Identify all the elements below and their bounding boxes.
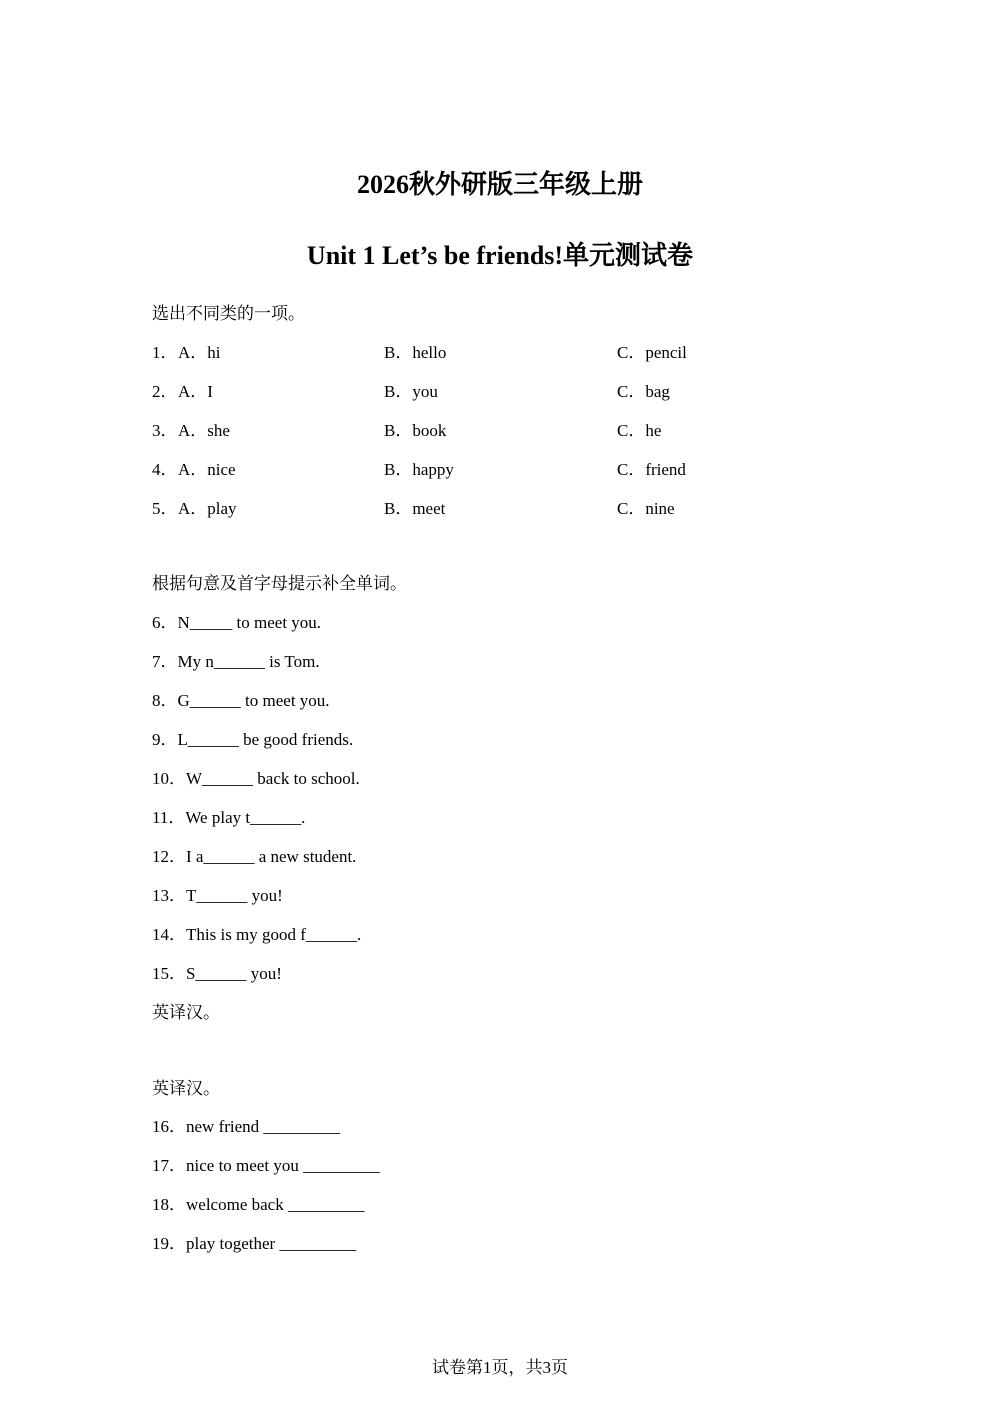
question-number: 18． xyxy=(152,1195,186,1214)
question-row xyxy=(152,1231,852,1257)
question-row xyxy=(152,610,852,636)
question-number: 6． xyxy=(152,613,178,632)
question-row xyxy=(152,805,852,831)
question-number: 7． xyxy=(152,652,178,671)
option-b: B．happy xyxy=(384,460,454,479)
section-heading-translate: 英译汉。 xyxy=(152,1003,220,1023)
question-text: I a______ a new student. xyxy=(186,847,357,866)
question-text: W______ back to school. xyxy=(186,769,360,788)
question-row xyxy=(152,496,852,522)
option-b: B．book xyxy=(384,421,447,440)
option-c: C．he xyxy=(617,421,662,440)
option-a: A．she xyxy=(178,421,230,440)
page-footer: 试卷第1页，共3页 xyxy=(432,1358,568,1377)
option-a: A．hi xyxy=(178,343,221,362)
section-heading-fill-in: 根据句意及首字母提示补全单词。 xyxy=(152,574,407,594)
section-heading-odd-one-out: 选出不同类的一项。 xyxy=(152,304,305,324)
question-text: L______ be good friends. xyxy=(177,730,354,749)
question-number: 17． xyxy=(152,1156,186,1175)
question-number: 11． xyxy=(152,808,186,827)
exam-subtitle: Unit 1 Let’s be friends!单元测试卷 xyxy=(306,241,694,270)
question-row xyxy=(152,727,852,753)
question-text: new friend _________ xyxy=(186,1117,340,1136)
question-number: 8． xyxy=(152,691,178,710)
question-text: N_____ to meet you. xyxy=(177,613,322,632)
question-row xyxy=(152,457,852,483)
question-text: This is my good f______. xyxy=(186,925,362,944)
question-row xyxy=(152,1114,852,1140)
question-number: 2． xyxy=(152,382,178,401)
question-number: 13． xyxy=(152,886,186,905)
question-number: 1． xyxy=(152,343,178,362)
question-row xyxy=(152,379,852,405)
option-b: B．you xyxy=(384,382,438,401)
question-row xyxy=(152,688,852,714)
question-row xyxy=(152,844,852,870)
question-row xyxy=(152,766,852,792)
option-a: A．I xyxy=(178,382,213,401)
question-text: S______ you! xyxy=(186,964,282,983)
question-number: 9． xyxy=(152,730,178,749)
question-row xyxy=(152,961,852,987)
question-text: My n______ is Tom. xyxy=(177,652,320,671)
question-text: We play t______. xyxy=(185,808,306,827)
question-row xyxy=(152,922,852,948)
question-text: nice to meet you _________ xyxy=(186,1156,380,1175)
question-number: 14． xyxy=(152,925,186,944)
question-row xyxy=(152,1192,852,1218)
question-text: G______ to meet you. xyxy=(177,691,330,710)
question-number: 16． xyxy=(152,1117,186,1136)
question-number: 19． xyxy=(152,1234,186,1253)
question-number: 10． xyxy=(152,769,186,788)
option-b: B．meet xyxy=(384,499,446,518)
option-c: C．nine xyxy=(617,499,675,518)
question-number: 5． xyxy=(152,499,178,518)
option-c: C．pencil xyxy=(617,343,687,362)
option-c: C．friend xyxy=(617,460,686,479)
exam-title: 2026秋外研版三年级上册 xyxy=(356,170,643,199)
question-row xyxy=(152,340,852,366)
question-row xyxy=(152,1153,852,1179)
option-b: B．hello xyxy=(384,343,447,362)
question-number: 12． xyxy=(152,847,186,866)
question-text: play together _________ xyxy=(186,1234,356,1253)
question-row xyxy=(152,649,852,675)
question-row xyxy=(152,883,852,909)
question-text: T______ you! xyxy=(186,886,283,905)
section-heading-translate: 英译汉。 xyxy=(152,1079,220,1099)
question-text: welcome back _________ xyxy=(186,1195,365,1214)
option-a: A．nice xyxy=(178,460,236,479)
question-number: 3． xyxy=(152,421,178,440)
question-number: 4． xyxy=(152,460,178,479)
question-row xyxy=(152,418,852,444)
option-a: A．play xyxy=(178,499,237,518)
question-number: 15． xyxy=(152,964,186,983)
option-c: C．bag xyxy=(617,382,670,401)
